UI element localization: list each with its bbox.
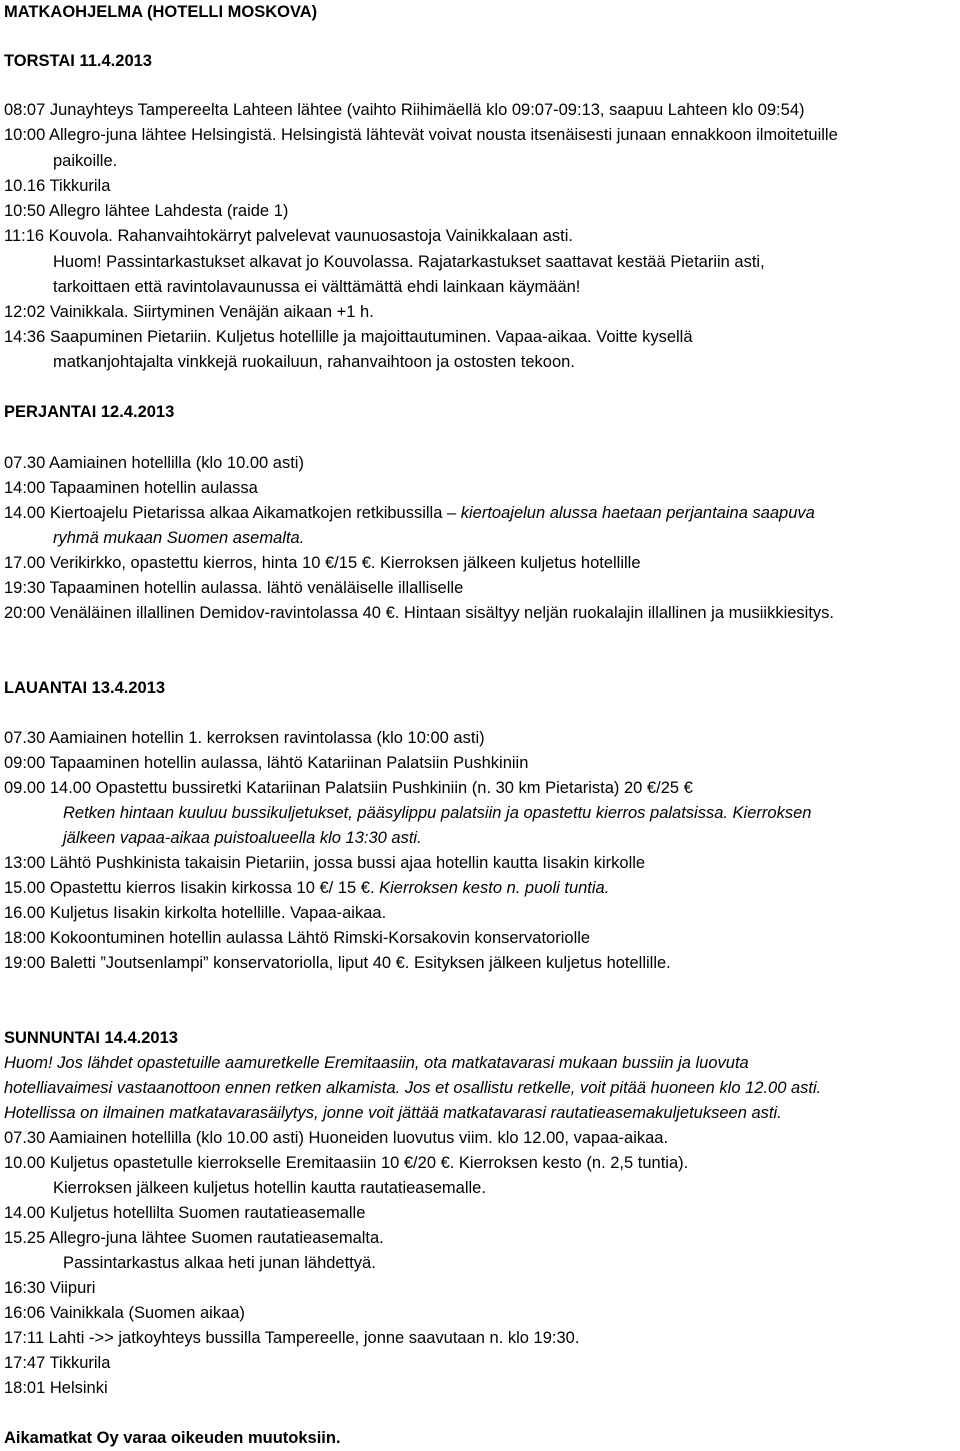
schedule-note: hotelliavaimesi vastaanottoon ennen retken alkamista. Jos et osallistu retkelle, voit pitää huoneen klo 12.00 asti. (4, 1079, 822, 1097)
schedule-line: 18:01 Helsinki (4, 1379, 108, 1397)
schedule-line: tarkoittaen että ravintolavaunussa ei välttämättä ehdi lainkaan käymään! (53, 278, 581, 296)
schedule-line: 08:07 Junayhteys Tampereelta Lahteen lähtee (vaihto Riihimäellä klo 09:07-09:13, saapuu Lahteen klo 09:54) (4, 101, 805, 119)
schedule-line: 11:16 Kouvola. Rahanvaihtokärryt palvelevat vaunuosastoja Vainikkalaan asti. (4, 227, 573, 245)
schedule-line: 12:02 Vainikkala. Siirtyminen Venäjän aikaan +1 h. (4, 303, 374, 321)
schedule-line: paikoille. (53, 152, 118, 170)
schedule-line: 17:47 Tikkurila (4, 1354, 111, 1372)
schedule-line: 17:11 Lahti ->> jatkoyhteys bussilla Tampereelle, jonne saavutaan n. klo 19:30. (4, 1329, 580, 1347)
schedule-line: 14.00 Kuljetus hotellilta Suomen rautatieasemalle (4, 1204, 366, 1222)
document-title: MATKAOHJELMA (HOTELLI MOSKOVA) (4, 3, 318, 21)
schedule-line: Passintarkastus alkaa heti junan lähdettyä. (63, 1254, 376, 1272)
schedule-line: 07.30 Aamiainen hotellin 1. kerroksen ravintolassa (klo 10:00 asti) (4, 729, 485, 747)
schedule-line: 09:00 Tapaaminen hotellin aulassa, lähtö Katariinan Palatsiin Pushkiniin (4, 754, 529, 772)
schedule-note: jälkeen vapaa-aikaa puistoalueella klo 13:30 asti. (63, 829, 422, 847)
day-heading-sunday: SUNNUNTAI 14.4.2013 (4, 1029, 178, 1047)
schedule-line: 20:00 Venäläinen illallinen Demidov-ravintolassa 40 €. Hintaan sisältyy neljän ruokalajin illallinen ja musiikkiesitys. (4, 604, 835, 622)
schedule-line: 10:50 Allegro lähtee Lahdesta (raide 1) (4, 202, 289, 220)
schedule-line: 16:06 Vainikkala (Suomen aikaa) (4, 1304, 245, 1322)
day-heading-thursday: TORSTAI 11.4.2013 (4, 52, 152, 70)
day-heading-saturday: LAUANTAI 13.4.2013 (4, 679, 166, 697)
schedule-note: kiertoajelun alussa haetaan perjantaina saapuva (460, 504, 815, 522)
schedule-line: matkanjohtajalta vinkkejä ruokailuun, rahanvaihtoon ja ostosten tekoon. (53, 353, 575, 371)
schedule-line: 16:30 Viipuri (4, 1279, 96, 1297)
schedule-line: 19:30 Tapaaminen hotellin aulassa. lähtö venäläiselle illalliselle (4, 579, 464, 597)
day-heading-friday: PERJANTAI 12.4.2013 (4, 403, 175, 421)
schedule-line: Kierroksen jälkeen kuljetus hotellin kautta rautatieasemalle. (53, 1179, 486, 1197)
schedule-line: 13:00 Lähtö Pushkinista takaisin Pietariin, jossa bussi ajaa hotellin kautta Iisakin kirkolle (4, 854, 646, 872)
schedule-note: ryhmä mukaan Suomen asemalta. (53, 529, 305, 547)
schedule-line: Huom! Passintarkastukset alkavat jo Kouvolassa. Rajatarkastukset saattavat kestää Pietariin asti, (53, 253, 765, 271)
schedule-note: Huom! Jos lähdet opastetuille aamuretkelle Eremitaasiin, ota matkatavarasi mukaan bussiin ja luovuta (4, 1054, 749, 1072)
schedule-line: 07.30 Aamiainen hotellilla (klo 10.00 asti) Huoneiden luovutus viim. klo 12.00, vapaa-aikaa. (4, 1129, 669, 1147)
schedule-line: 17.00 Verikirkko, opastettu kierros, hinta 10 €/15 €. Kierroksen jälkeen kuljetus hotellille (4, 554, 641, 572)
schedule-text: 15.00 Opastettu kierros Iisakin kirkossa 10 €/ 15 €. (4, 879, 380, 897)
schedule-line (4, 503, 815, 523)
schedule-line (4, 878, 609, 898)
schedule-text: 14.00 Kiertoajelu Pietarissa alkaa Aikamatkojen retkibussilla – (4, 504, 461, 522)
schedule-line: 10.16 Tikkurila (4, 177, 111, 195)
schedule-line: 10.00 Kuljetus opastetulle kierrokselle Eremitaasiin 10 €/20 €. Kierroksen kesto (n. 2,5 tuntia). (4, 1154, 689, 1172)
schedule-line: 18:00 Kokoontuminen hotellin aulassa Lähtö Rimski-Korsakovin konservatoriolle (4, 929, 591, 947)
schedule-line: 14:00 Tapaaminen hotellin aulassa (4, 479, 258, 497)
document-footer: Aikamatkat Oy varaa oikeuden muutoksiin. (4, 1429, 341, 1447)
schedule-line: 16.00 Kuljetus Iisakin kirkolta hotellille. Vapaa-aikaa. (4, 904, 387, 922)
schedule-note: Retken hintaan kuuluu bussikuljetukset, pääsylippu palatsiin ja opastettu kierros palatsissa. Kierroksen (63, 804, 812, 822)
schedule-line: 10:00 Allegro-juna lähtee Helsingistä. Helsingistä lähtevät voivat nousta itsenäisesti junaan ennakkoon ilmoitetuille (4, 126, 838, 144)
schedule-line: 09.00 14.00 Opastettu bussiretki Katariinan Palatsiin Pushkiniin (n. 30 km Pietarista) 20 €/25 € (4, 779, 693, 797)
schedule-line: 07.30 Aamiainen hotellilla (klo 10.00 asti) (4, 454, 304, 472)
schedule-note: Hotellissa on ilmainen matkatavarasäilytys, jonne voit jättää matkatavarasi rautatieasemakuljetukseen asti. (4, 1104, 782, 1122)
schedule-line: 19:00 Baletti ”Joutsenlampi” konservatoriolla, liput 40 €. Esityksen jälkeen kuljetus hotellille. (4, 954, 671, 972)
schedule-note: Kierroksen kesto n. puoli tuntia. (379, 879, 610, 897)
schedule-line: 14:36 Saapuminen Pietariin. Kuljetus hotellille ja majoittautuminen. Vapaa-aikaa. Voitte kysellä (4, 328, 693, 346)
schedule-line: 15.25 Allegro-juna lähtee Suomen rautatieasemalta. (4, 1229, 384, 1247)
